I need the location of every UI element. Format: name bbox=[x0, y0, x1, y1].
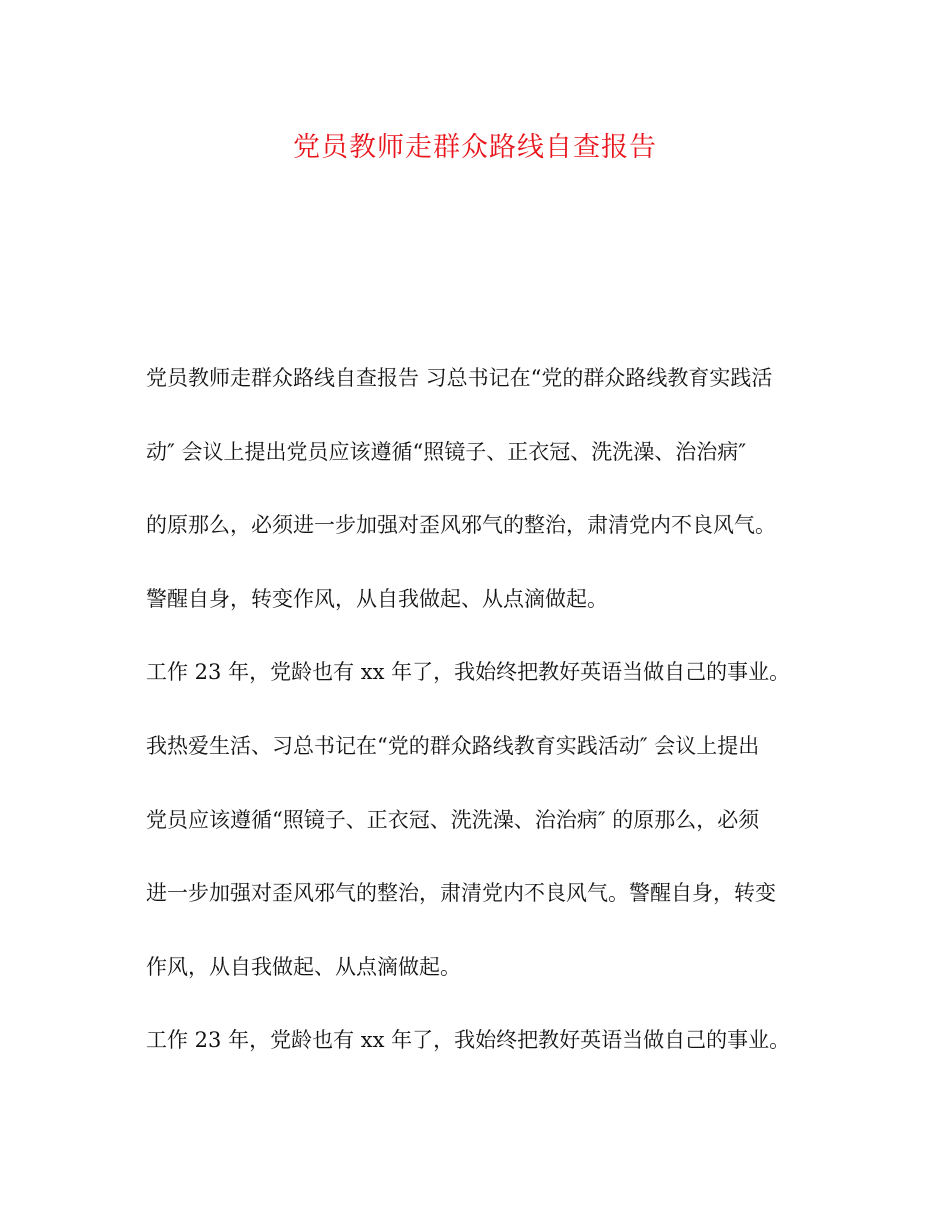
document-body bbox=[146, 358, 826, 1094]
body-line: 进一步加强对歪风邪气的整治，肃清党内不良风气。警醒自身，转变 bbox=[146, 881, 776, 906]
body-line: 作风，从自我做起、从点滴做起。 bbox=[146, 954, 461, 979]
body-line: 的原那么，必须进一步加强对歪风邪气的整治，肃清党内不良风气。 bbox=[146, 513, 776, 538]
body-line: 我热爱生活、习总书记在“党的群众路线教育实践活动″ 会议上提出 bbox=[146, 733, 760, 758]
body-line: 工作 23 年，党龄也有 xx 年了，我始终把教好英语当做自己的事业。 bbox=[146, 1028, 791, 1053]
body-line: 动″ 会议上提出党员应该遵循“照镜子、正衣冠、洗洗澡、治治病″ bbox=[146, 439, 747, 464]
body-line: 党员应该遵循“照镜子、正衣冠、洗洗澡、治治病″ 的原那么，必须 bbox=[146, 807, 760, 832]
body-line: 工作 23 年，党龄也有 xx 年了，我始终把教好英语当做自己的事业。 bbox=[146, 660, 791, 685]
body-line: 警醒自身，转变作风，从自我做起、从点滴做起。 bbox=[146, 586, 608, 611]
body-line: 党员教师走群众路线自查报告 习总书记在“党的群众路线教育实践活 bbox=[146, 366, 773, 390]
document-title: 党员教师走群众路线自查报告 bbox=[293, 132, 657, 163]
